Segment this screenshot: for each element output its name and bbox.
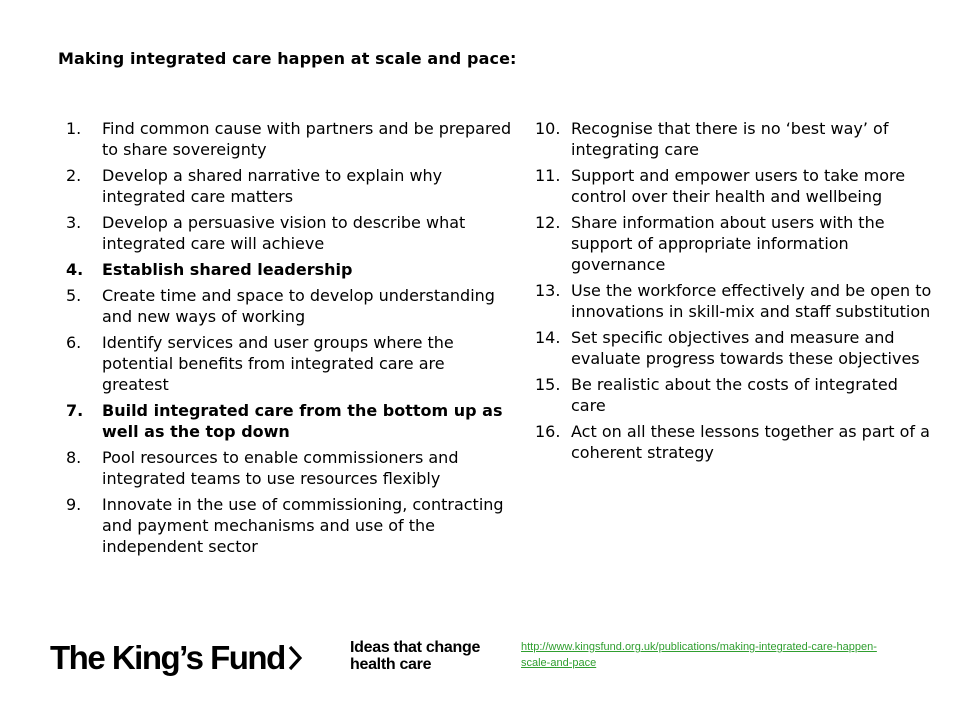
list-item [66,400,516,442]
list-item-number: 4. [66,260,84,279]
list-item-number: 6. [66,333,82,352]
list-item [66,285,516,327]
list-item [66,494,516,557]
list-item-number: 15. [535,375,561,394]
publication-link[interactable]: http://www.kingsfund.org.uk/publications/making-integrated-care-happen-scale-and-pace [521,641,877,669]
lessons-list-left [66,118,516,562]
list-item [66,447,516,489]
chevron-right-icon [288,645,302,671]
kings-fund-logo [50,640,302,676]
list-item [535,327,935,369]
list-item-text: Recognise that there is no ‘best way’ of integrating care [571,119,889,159]
list-item-text: Use the workforce effectively and be open to innovations in skill-mix and staff substitution [571,281,932,321]
list-item-text: Build integrated care from the bottom up as well as the top down [102,401,503,441]
list-item-text: Find common cause with partners and be prepared to share sovereignty [102,119,512,159]
list-item-number: 2. [66,166,82,185]
list-item-number: 9. [66,495,82,514]
list-item-number: 8. [66,448,82,467]
list-item-text: Identify services and user groups where the potential benefits from integrated care are greatest [102,333,454,394]
list-item-text: Develop a persuasive vision to describe what integrated care will achieve [102,213,466,253]
tagline-line-2: health care [350,656,432,673]
list-item [535,118,935,160]
list-item [535,421,935,463]
list-item-text: Be realistic about the costs of integrated care [571,375,898,415]
list-item-number: 5. [66,286,82,305]
list-item [66,332,516,395]
list-item [535,212,935,275]
list-item [66,118,516,160]
list-item-text: Act on all these lessons together as part of a coherent strategy [571,422,930,462]
list-item-text: Innovate in the use of commissioning, contracting and payment mechanisms and use of the independent sector [102,495,504,556]
list-item-text: Set specific objectives and measure and evaluate progress towards these objectives [571,328,920,368]
list-item-number: 16. [535,422,561,441]
list-item-number: 10. [535,119,561,138]
list-item [535,280,935,322]
list-item-text: Pool resources to enable commissioners and integrated teams to use resources flexibly [102,448,459,488]
list-item-text: Share information about users with the support of appropriate information governance [571,213,885,274]
tagline-line-1: Ideas that change [350,639,481,656]
page-title: Making integrated care happen at scale and pace: [58,49,517,68]
tagline [350,639,480,673]
list-item-text: Create time and space to develop understanding and new ways of working [102,286,495,326]
list-item [66,165,516,207]
list-item-text: Support and empower users to take more control over their health and wellbeing [571,166,906,206]
list-item-number: 7. [66,401,84,420]
list-item-number: 14. [535,328,561,347]
list-item-text: Develop a shared narrative to explain why integrated care matters [102,166,443,206]
logo-wordmark: The King’s Fund [50,639,285,676]
list-item-number: 1. [66,119,82,138]
list-item-number: 13. [535,281,561,300]
list-item [535,165,935,207]
lessons-list-right [535,118,935,468]
list-item [66,212,516,254]
list-item [66,259,516,280]
list-item-number: 11. [535,166,561,185]
list-item [535,374,935,416]
list-item-number: 12. [535,213,561,232]
list-item-text: Establish shared leadership [102,260,353,279]
list-item-number: 3. [66,213,82,232]
